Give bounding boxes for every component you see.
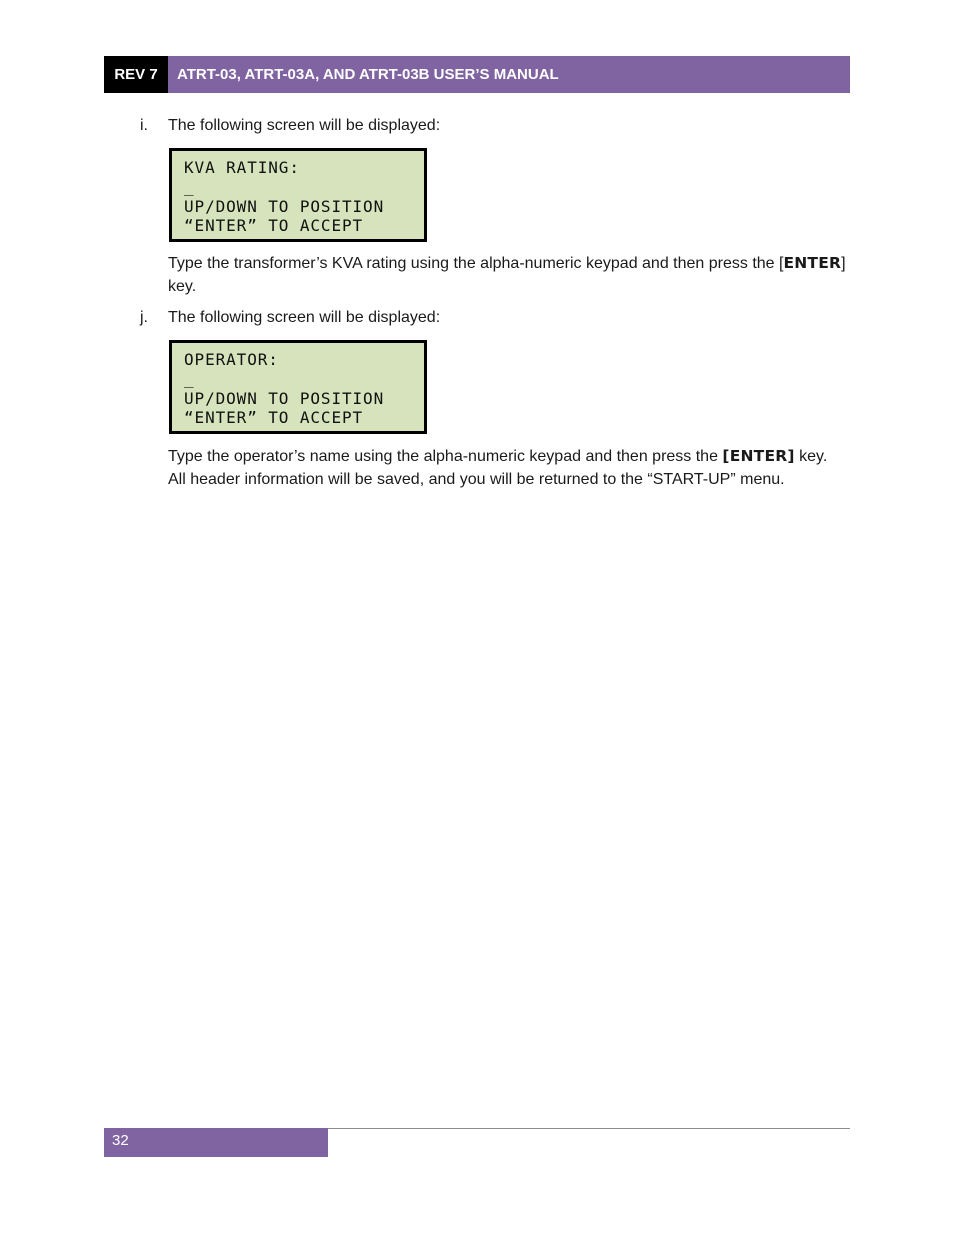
paragraph-text: Type the operator’s name using the alpha-numeric keypad and then press the: [168, 448, 723, 465]
page-header: [104, 56, 850, 93]
page-number: 32: [104, 1128, 328, 1157]
step-text: The following screen will be displayed:: [168, 117, 441, 134]
enter-key-label: [ENTER]: [722, 447, 795, 465]
step-marker: i.: [140, 117, 148, 134]
paragraph-text: ] key.: [168, 255, 846, 295]
lcd-line-2: _: [184, 369, 195, 388]
lcd-line-3: UP/DOWN TO POSITION: [184, 389, 385, 408]
manual-title: ATRT-03, ATRT-03A, AND ATRT-03B USER’S MANUAL: [168, 56, 850, 93]
revision-label: REV 7: [104, 56, 168, 93]
lcd-screen-operator: [169, 340, 427, 434]
lcd-screen-kva-rating: [169, 148, 427, 242]
lcd-line-4: “ENTER” TO ACCEPT: [184, 216, 364, 235]
lcd-line-4: “ENTER” TO ACCEPT: [184, 408, 364, 427]
paragraph-text: Type the transformer’s KVA rating using the alpha-numeric keypad and then press the [: [168, 255, 784, 272]
instruction-paragraph-operator: [168, 445, 848, 491]
step-text: The following screen will be displayed:: [168, 309, 441, 326]
step-marker: j.: [140, 309, 148, 326]
lcd-line-1: KVA RATING:: [184, 158, 300, 177]
lcd-line-1: OPERATOR:: [184, 350, 279, 369]
instruction-paragraph-kva: [168, 252, 858, 298]
enter-key-label: ENTER: [783, 254, 842, 272]
lcd-line-3: UP/DOWN TO POSITION: [184, 197, 385, 216]
paragraph-text: key. All header information will be saved, and you will be returned to the “START-UP” menu.: [168, 448, 828, 488]
lcd-line-2: _: [184, 177, 195, 196]
